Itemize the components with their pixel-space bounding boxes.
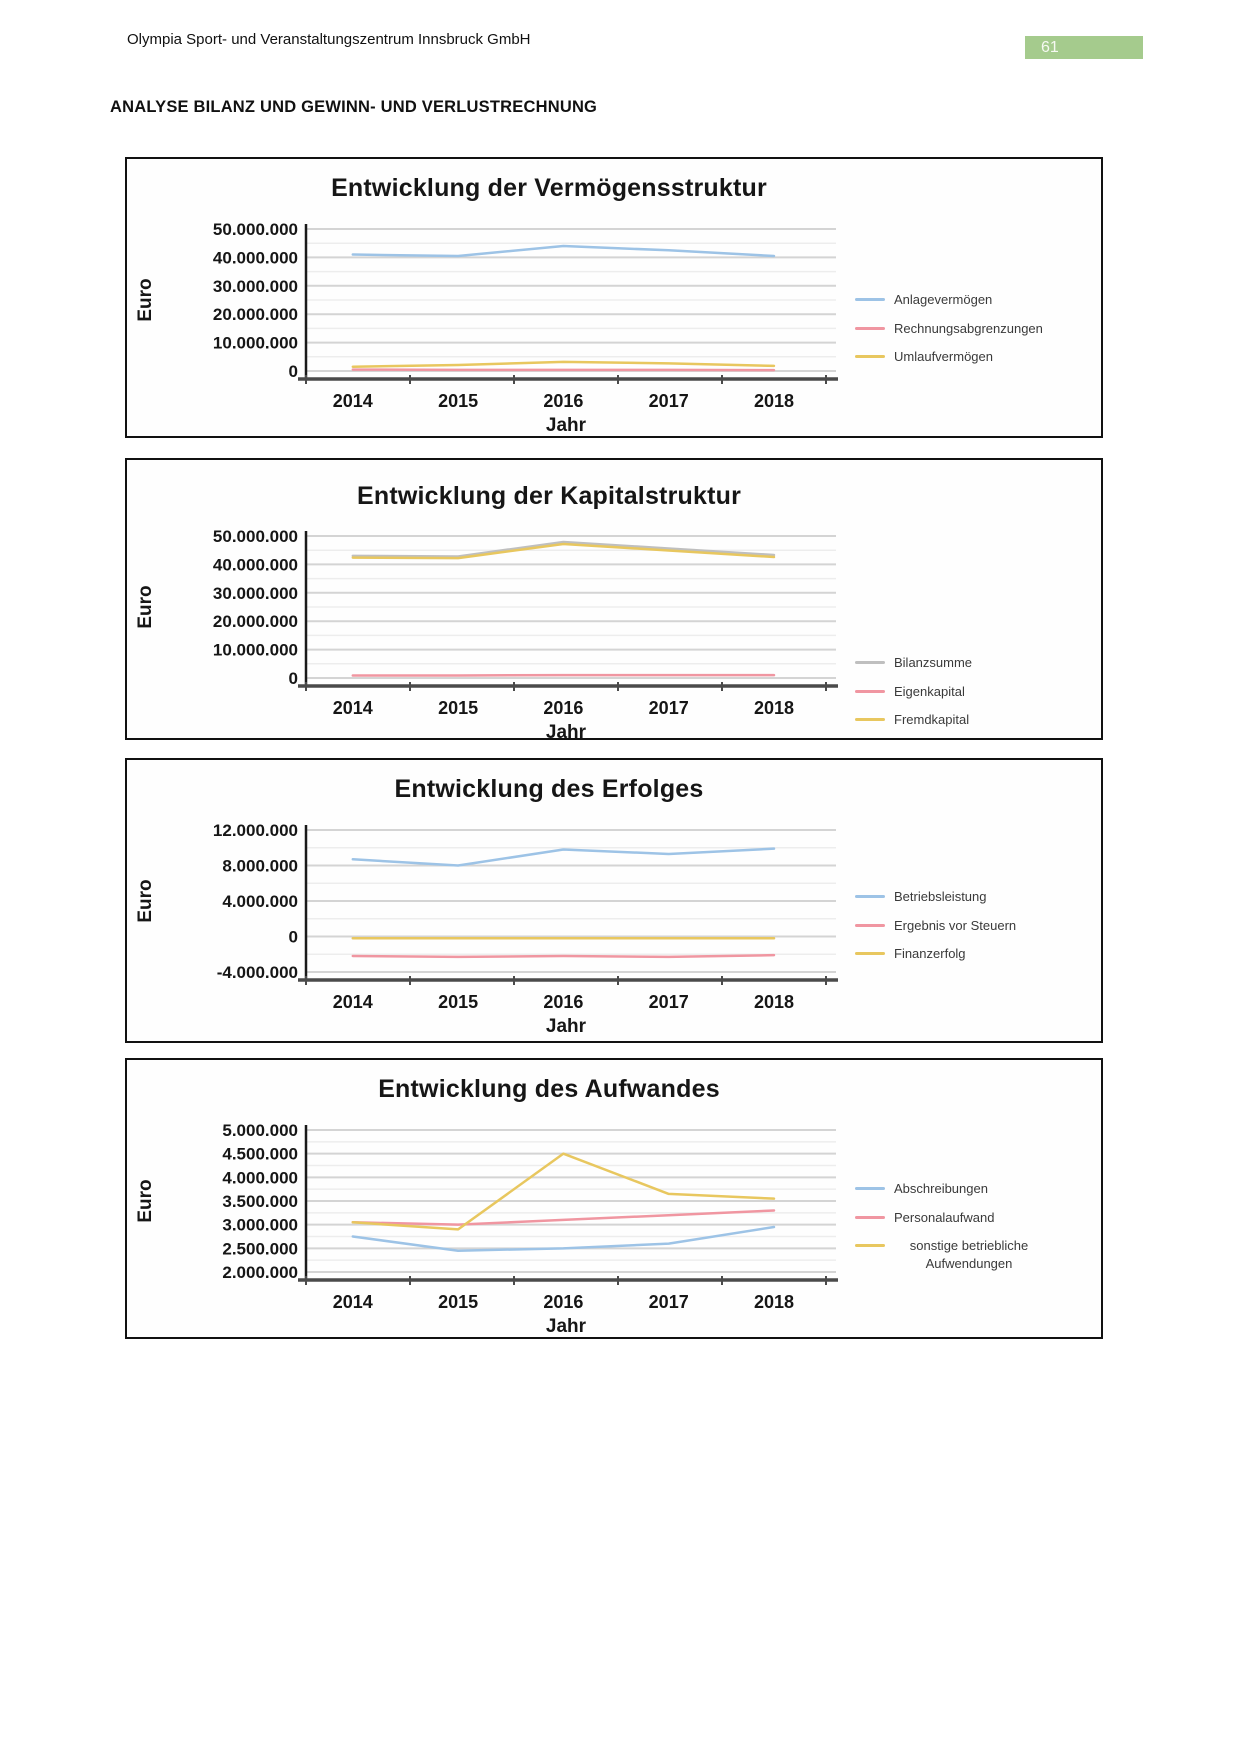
x-axis-title: Jahr	[545, 1016, 587, 1037]
legend-item	[855, 1180, 1097, 1198]
legend-item	[855, 1209, 1097, 1227]
page-number-badge: 61	[1025, 36, 1143, 59]
x-tick-label: 2014	[332, 391, 373, 411]
series-line	[353, 955, 774, 957]
y-axis-title: Euro	[135, 1179, 156, 1223]
legend-label: Rechnungsabgrenzungen	[894, 320, 1043, 336]
y-tick-label: 0	[288, 362, 298, 381]
legend-item	[855, 291, 1097, 309]
x-tick-label: 2016	[543, 391, 584, 411]
x-tick-label: 2015	[438, 992, 479, 1012]
legend-swatch	[855, 952, 885, 955]
chart-plot	[131, 518, 861, 743]
legend-item	[855, 917, 1097, 935]
x-tick-label: 2015	[438, 698, 479, 718]
legend-label: Eigenkapital	[894, 683, 965, 699]
legend-item	[855, 711, 1097, 729]
legend-item	[855, 1237, 1097, 1272]
legend-swatch	[855, 355, 885, 358]
legend-swatch	[855, 298, 885, 301]
y-tick-label: 0	[288, 927, 298, 947]
chart-title: Entwicklung der Kapitalstruktur	[356, 482, 742, 510]
x-tick-label: 2018	[753, 698, 795, 718]
y-axis-title: Euro	[135, 278, 156, 322]
series-line	[353, 370, 774, 371]
y-axis-title: Euro	[135, 879, 156, 923]
y-tick-label: 3.500.000	[222, 1192, 298, 1211]
x-tick-label: 2015	[438, 1292, 479, 1312]
legend-label: Bilanzsumme	[894, 655, 973, 670]
legend-swatch	[855, 1244, 885, 1247]
legend-item	[855, 683, 1097, 701]
x-tick-label: 2014	[332, 698, 373, 718]
legend-item	[855, 888, 1097, 906]
legend-swatch	[855, 718, 885, 721]
header-company-name: Olympia Sport- und Veranstaltungszentrum Innsbruck GmbH	[127, 31, 531, 48]
chart-box-kapitalstruktur	[125, 458, 1103, 743]
legend-item	[855, 945, 1097, 963]
legend-swatch	[855, 661, 885, 664]
chart-box-vermoegensstruktur	[125, 157, 1103, 438]
y-tick-label: 40.000.000	[212, 555, 298, 575]
series-line	[353, 1227, 774, 1251]
x-tick-label: 2018	[753, 391, 795, 411]
legend-label: Anlagevermögen	[894, 292, 993, 307]
x-axis-title: Jahr	[545, 1316, 587, 1337]
chart-title: Entwicklung des Erfolges	[394, 775, 704, 803]
legend-label: Umlaufvermögen	[894, 349, 993, 365]
series-line	[353, 246, 774, 256]
chart-box-aufwand	[125, 1058, 1103, 1339]
chart-box-erfolg	[125, 758, 1103, 1043]
x-tick-label: 2017	[648, 1292, 689, 1312]
chart-plot	[131, 1112, 861, 1337]
y-axis-title: Euro	[135, 585, 156, 629]
legend-label: Fremdkapital	[894, 712, 970, 728]
y-tick-label: 20.000.000	[212, 305, 298, 325]
y-tick-label: 5.000.000	[222, 1121, 298, 1140]
y-tick-label: 50.000.000	[212, 220, 298, 239]
y-tick-label: 50.000.000	[212, 527, 298, 546]
x-tick-label: 2017	[648, 992, 689, 1012]
legend-label: Personalaufwand	[894, 1209, 995, 1225]
legend-label: Abschreibungen	[894, 1181, 988, 1196]
y-tick-label: 10.000.000	[212, 640, 298, 660]
legend-swatch	[855, 924, 885, 927]
x-tick-label: 2016	[543, 1292, 584, 1312]
chart-legend	[855, 654, 1097, 740]
x-tick-label: 2014	[332, 992, 373, 1012]
legend-swatch	[855, 327, 885, 330]
y-tick-label: 12.000.000	[212, 821, 298, 840]
series-line	[353, 849, 774, 866]
legend-item	[855, 654, 1097, 672]
legend-label: Ergebnis vor Steuern	[894, 917, 1017, 933]
x-tick-label: 2016	[543, 992, 584, 1012]
x-tick-label: 2018	[753, 1292, 795, 1312]
section-title: ANALYSE BILANZ UND GEWINN- UND VERLUSTRECHNUNG	[110, 98, 598, 116]
legend-swatch	[855, 895, 885, 898]
chart-legend	[855, 291, 1097, 377]
chart-legend	[855, 888, 1097, 974]
x-tick-label: 2018	[753, 992, 795, 1012]
y-tick-label: 30.000.000	[212, 583, 298, 603]
y-tick-label: 4.500.000	[222, 1144, 298, 1164]
legend-label: sonstige betriebliche Aufwendungen	[909, 1238, 1029, 1271]
y-tick-label: 10.000.000	[212, 333, 298, 353]
x-tick-label: 2015	[438, 391, 479, 411]
legend-swatch	[855, 1187, 885, 1190]
y-tick-label: 3.000.000	[222, 1215, 298, 1235]
y-tick-label: 20.000.000	[212, 612, 298, 632]
legend-item	[855, 320, 1097, 338]
legend-label: Finanzerfolg	[894, 946, 966, 962]
y-tick-label: 8.000.000	[222, 856, 298, 876]
y-tick-label: 40.000.000	[212, 248, 298, 268]
legend-label: Betriebsleistung	[894, 889, 987, 904]
series-line	[353, 362, 774, 367]
legend-swatch	[855, 1216, 885, 1219]
x-tick-label: 2017	[648, 391, 689, 411]
y-tick-label: 4.000.000	[222, 892, 298, 911]
y-tick-label: 2.000.000	[222, 1263, 298, 1282]
chart-title: Entwicklung der Vermögensstruktur	[331, 174, 767, 202]
chart-plot	[131, 211, 861, 436]
chart-title: Entwicklung des Aufwandes	[378, 1075, 720, 1103]
y-tick-label: 2.500.000	[222, 1239, 298, 1259]
x-tick-label: 2016	[543, 698, 584, 718]
legend-swatch	[855, 690, 885, 693]
x-axis-title: Jahr	[545, 722, 587, 743]
y-tick-label: 4.000.000	[222, 1168, 298, 1188]
x-tick-label: 2014	[332, 1292, 373, 1312]
legend-item	[855, 348, 1097, 366]
chart-legend	[855, 1180, 1097, 1283]
y-tick-label: -4.000.000	[216, 963, 298, 982]
x-axis-title: Jahr	[545, 415, 587, 436]
x-tick-label: 2017	[648, 698, 689, 718]
y-tick-label: 0	[288, 669, 298, 688]
y-tick-label: 30.000.000	[212, 276, 298, 296]
chart-plot	[131, 812, 861, 1037]
